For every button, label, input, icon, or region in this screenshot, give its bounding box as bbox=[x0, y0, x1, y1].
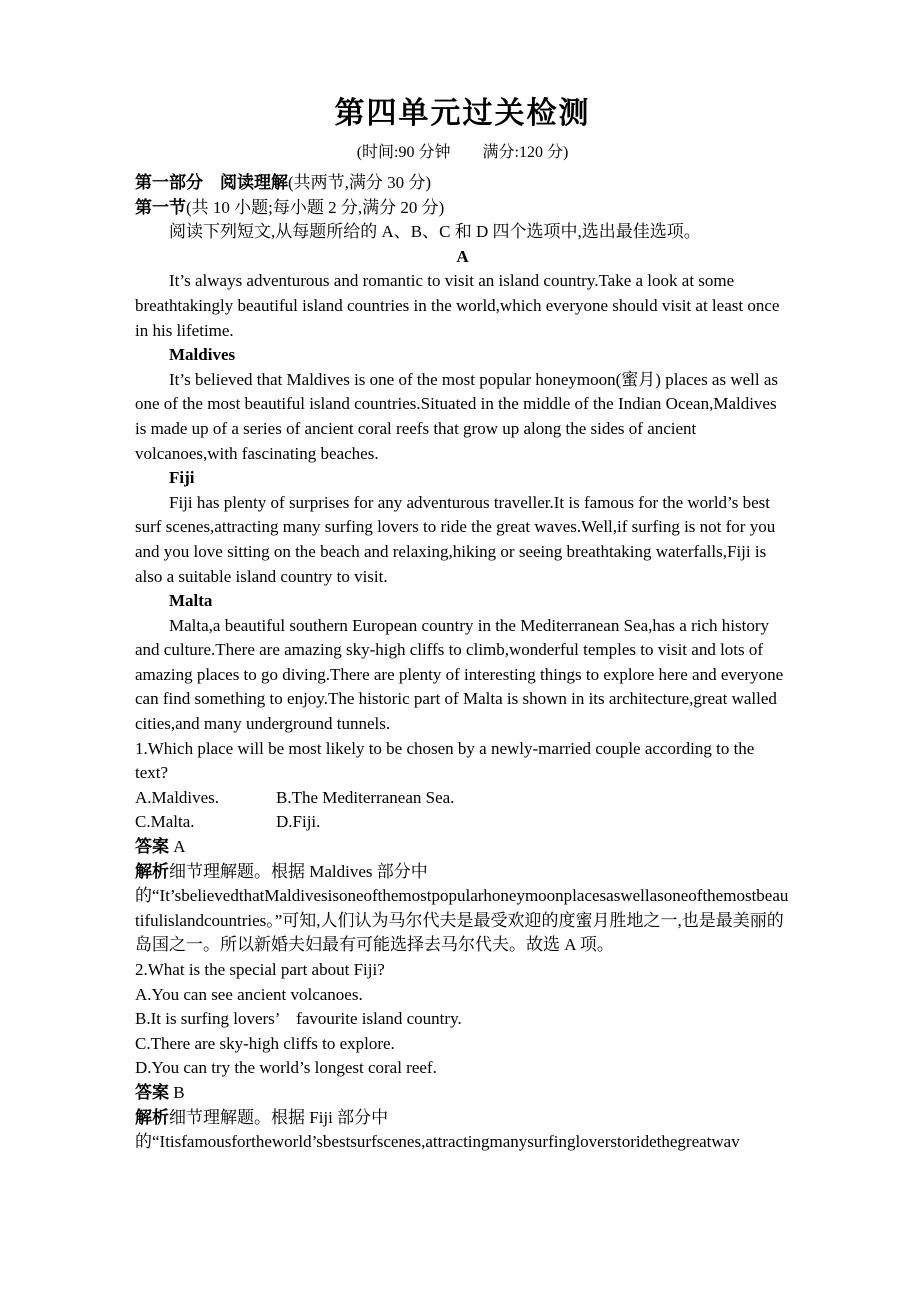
part1-heading bbox=[135, 171, 790, 196]
question1-analysis-text: 细节理解题。根据 Maldives 部分中的“It’sbelievedthatMaldivesisoneofthemostpopularhoneymoonplacesaswellasoneofthemostbeautifulislandcountries。”可知,人们认为马尔代夫是最受欢迎的度蜜月胜地之一,也是最美丽的岛国之一。所以新婚夫妇最有可能选择去马尔代夫。故选 A 项。 bbox=[135, 861, 789, 955]
question1-options-row2 bbox=[135, 810, 790, 835]
passage-heading-maldives: Maldives bbox=[169, 345, 236, 365]
section1-heading-bold: 第一节 bbox=[135, 197, 186, 217]
passage-text-maldives: It’s believed that Maldives is one of the most popular honeymoon(蜜月) places as well as one of the most beautiful island countries.Situated in the middle of the Indian Ocean,Maldives is made up of a series of ancient coral reefs that grow up along the sides of ancient volcanoes,with fascinating beaches. bbox=[135, 369, 779, 463]
part1-heading-bold: 第一部分 阅读理解 bbox=[135, 173, 288, 192]
question2-analysis-line bbox=[135, 1106, 790, 1155]
question1-option-c: C.Malta. bbox=[135, 812, 195, 832]
question1-answer-line bbox=[135, 835, 790, 860]
question1-option-a: A.Maldives. bbox=[135, 787, 220, 807]
question2-option-a: A.You can see ancient volcanoes. bbox=[135, 984, 363, 1004]
question2-analysis-text: 细节理解题。根据 Fiji 部分中的“Itisfamousfortheworld’sbestsurfscenes,attractingmanysurfingloverstoridethegreatwav bbox=[135, 1107, 740, 1152]
instruction-text: 阅读下列短文,从每题所给的 A、B、C 和 D 四个选项中,选出最佳选项。 bbox=[169, 222, 701, 242]
passage-heading-malta: Malta bbox=[169, 591, 213, 611]
page-title: 第四单元过关检测 bbox=[334, 97, 591, 130]
section1-heading bbox=[135, 196, 790, 221]
question1-answer-value: A bbox=[173, 837, 186, 857]
section1-heading-rest: (共 10 小题;每小题 2 分,满分 20 分) bbox=[186, 197, 445, 217]
question1-answer-label: 答案 bbox=[135, 837, 169, 857]
question2-answer-label: 答案 bbox=[135, 1082, 169, 1102]
question1-stem: 1.Which place will be most likely to be chosen by a newly-married couple according to the text? bbox=[135, 738, 755, 783]
question1-analysis-label: 解析 bbox=[135, 861, 169, 881]
doc-subtitle: (时间:90 分钟 满分:120 分) bbox=[356, 144, 569, 161]
question2-analysis-label: 解析 bbox=[135, 1107, 169, 1127]
question2-stem: 2.What is the special part about Fiji? bbox=[135, 960, 385, 979]
passage-text-malta: Malta,a beautiful southern European country in the Mediterranean Sea,has a rich history and culture.There are amazing sky-high cliffs to climb,wonderful temples to visit and lots of amazing places to go diving.There are plenty of interesting things to explore here and everyone can find something to enjoy.The historic part of Malta is shown in its architecture,great walled cities,and many underground tunnels. bbox=[135, 615, 784, 734]
question1-option-d: D.Fiji. bbox=[276, 812, 321, 832]
passage-intro: It’s always adventurous and romantic to visit an island country.Take a look at some breathtakingly beautiful island countries in the world,which everyone should visit at least once in his lifetime. bbox=[135, 271, 780, 340]
part1-heading-rest: (共两节,满分 30 分) bbox=[288, 173, 432, 192]
question1-options-row1 bbox=[135, 786, 790, 811]
question2-option-c: C.There are sky-high cliffs to explore. bbox=[135, 1033, 395, 1053]
question2-answer-line bbox=[135, 1081, 790, 1106]
question2-option-b: B.It is surfing lovers’ favourite island country. bbox=[135, 1009, 462, 1029]
question2-answer-value: B bbox=[173, 1082, 185, 1102]
passage-label: A bbox=[456, 246, 469, 266]
passage-heading-fiji: Fiji bbox=[169, 468, 195, 488]
passage-text-fiji: Fiji has plenty of surprises for any adventurous traveller.It is famous for the world’s best surf scenes,attracting many surfing lovers to ride the great waves.Well,if surfing is not for you and you love sitting on the beach and relaxing,hiking or seeing breathtaking waterfalls,Fiji is also a suitable island country to visit. bbox=[135, 492, 776, 586]
question2-option-d: D.You can try the world’s longest coral reef. bbox=[135, 1058, 437, 1078]
question1-analysis-line bbox=[135, 860, 790, 958]
question1-option-b: B.The Mediterranean Sea. bbox=[276, 787, 455, 807]
